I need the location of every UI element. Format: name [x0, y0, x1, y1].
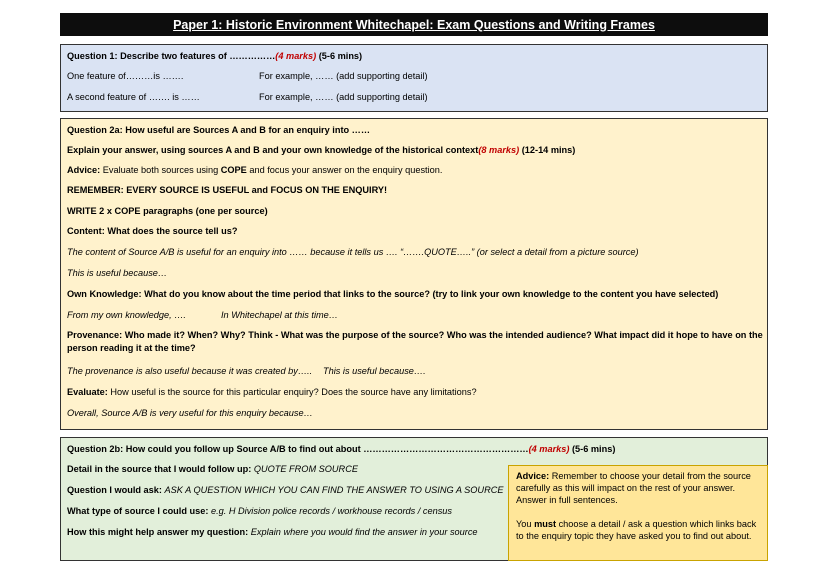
q2a-own-knowledge: Own Knowledge: What do you know about the time period that links to the source? (try to link your own knowledge to the content you have selected) — [67, 289, 719, 299]
q2a-advice: Advice: Evaluate both sources using COPE and focus your answer on the enquiry question. — [67, 165, 443, 175]
q2a-prov-frame-2: This is useful because…. — [323, 366, 426, 376]
q2a-evaluate: Evaluate: How useful is the source for this particular enquiry? Does the source have any limitations? — [67, 387, 477, 397]
q2a-eval-frame: Overall, Source A/B is very useful for this enquiry because… — [67, 408, 313, 418]
q2a-content: Content: What does the source tell us? — [67, 226, 238, 236]
q2a-write: WRITE 2 x COPE paragraphs (one per source) — [67, 206, 268, 216]
q2a-ok-frame-1: From my own knowledge, …. — [67, 310, 186, 320]
advice-box — [508, 465, 768, 561]
advice-text-2: You must choose a detail / ask a question which links back to the enquiry topic they have asked you to find out about. — [516, 519, 757, 541]
q2b-heading: Question 2b: How could you follow up Source A/B to find out about ………………………………………………(4 marks) (5-6 mins) — [67, 444, 616, 454]
q2a-remember: REMEMBER: EVERY SOURCE IS USEFUL and FOCUS ON THE ENQUIRY! — [67, 185, 388, 195]
q2a-content-frame: The content of Source A/B is useful for an enquiry into …… because it tells us …. “…….QUOTE…..” (or select a detail from a picture source) — [67, 247, 639, 257]
q2a-ok-frame-2: In Whitechapel at this time… — [221, 310, 338, 320]
q2a-heading: Question 2a: How useful are Sources A and B for an enquiry into …… — [67, 125, 371, 135]
q1-feature-2: A second feature of ……. is …… — [67, 92, 200, 102]
q2b-detail: Detail in the source that I would follow up: QUOTE FROM SOURCE — [67, 464, 358, 474]
question-2a-box — [60, 118, 768, 430]
question-1-box — [60, 44, 768, 112]
q2b-type: What type of source I could use: e.g. H Division police records / workhouse records / census — [67, 506, 452, 516]
q1-heading: Question 1: Describe two features of ……………(4 marks) (5-6 mins) — [67, 51, 363, 61]
q2b-help: How this might help answer my question: Explain where you would find the answer in your source — [67, 527, 478, 537]
advice-text-1: Advice: Remember to choose your detail from the source carefully as this will impact on the rest of your answer. Answer in full sentences. — [516, 471, 751, 505]
q1-example-1: For example, …… (add supporting detail) — [259, 71, 428, 81]
page-title: Paper 1: Historic Environment Whitechapel: Exam Questions and Writing Frames — [60, 13, 768, 36]
q2b-ask: Question I would ask: ASK A QUESTION WHICH YOU CAN FIND THE ANSWER TO USING A SOURCE — [67, 485, 504, 495]
q2a-prov-frame-1: The provenance is also useful because it was created by….. — [67, 366, 313, 376]
q2a-explain: Explain your answer, using sources A and B and your own knowledge of the historical context(8 marks) (12-14 mins) — [67, 145, 576, 155]
q2a-useful-because: This is useful because… — [67, 268, 168, 278]
q1-example-2: For example, …… (add supporting detail) — [259, 92, 428, 102]
q1-feature-1: One feature of………is ……. — [67, 71, 184, 81]
q2a-provenance: Provenance: Who made it? When? Why? Think - What was the purpose of the source? Who was the intended audience? What impact did it hope to have on the — [67, 330, 763, 340]
q2a-provenance-cont: person reading it at the time? — [67, 343, 196, 353]
